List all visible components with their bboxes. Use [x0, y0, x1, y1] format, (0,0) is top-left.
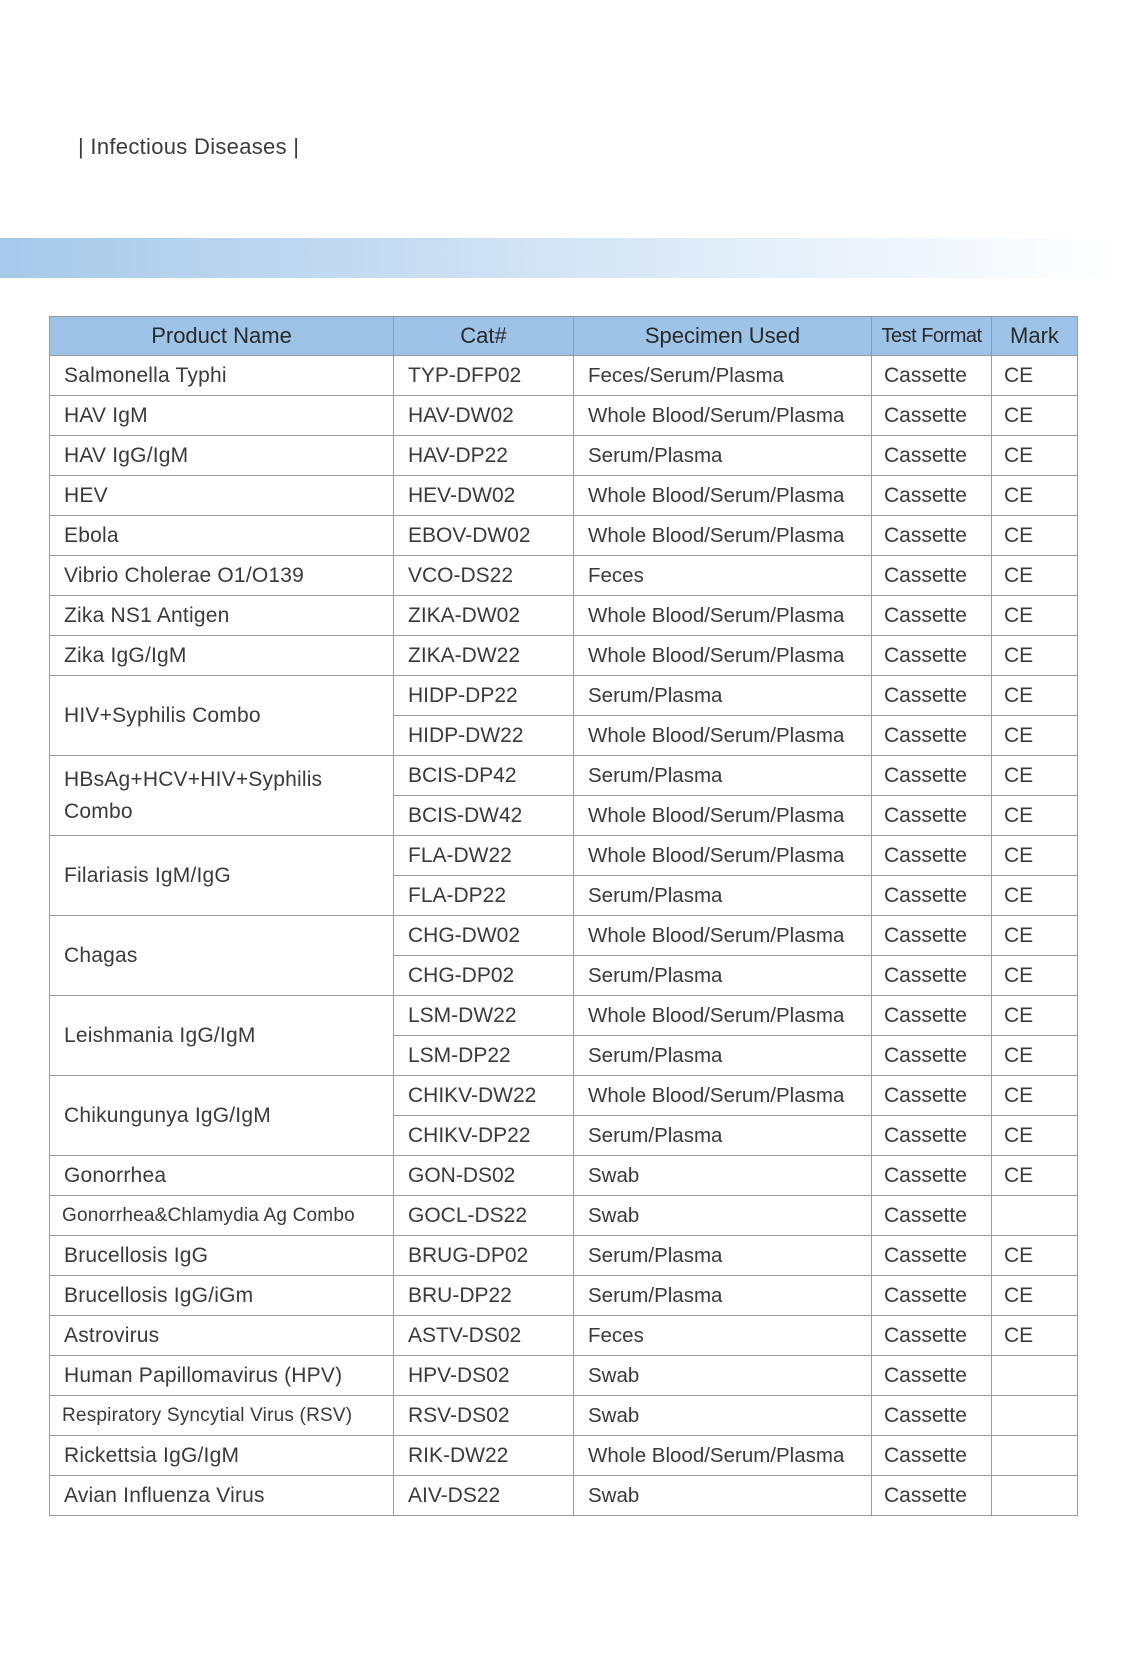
product-table: [49, 316, 1078, 1516]
product-name: Filariasis IgM/IgG: [50, 836, 394, 916]
specimen: Whole Blood/Serum/Plasma: [574, 916, 872, 956]
cat-number: CHG-DW02: [394, 916, 574, 956]
table-row: [50, 1276, 1078, 1316]
table-row: [50, 1396, 1078, 1436]
header-test-format: Test Format: [872, 317, 992, 356]
specimen: Whole Blood/Serum/Plasma: [574, 636, 872, 676]
cat-number: HAV-DW02: [394, 396, 574, 436]
table-row: [50, 836, 1078, 876]
cat-number: HPV-DS02: [394, 1356, 574, 1396]
specimen: Serum/Plasma: [574, 1116, 872, 1156]
product-name: HAV IgM: [50, 396, 394, 436]
cat-number: CHIKV-DW22: [394, 1076, 574, 1116]
mark: CE: [992, 1076, 1078, 1116]
product-name: Respiratory Syncytial Virus (RSV): [50, 1396, 394, 1436]
mark: CE: [992, 516, 1078, 556]
table-row: [50, 556, 1078, 596]
specimen: Whole Blood/Serum/Plasma: [574, 476, 872, 516]
specimen: Whole Blood/Serum/Plasma: [574, 996, 872, 1036]
cat-number: FLA-DP22: [394, 876, 574, 916]
specimen: Whole Blood/Serum/Plasma: [574, 596, 872, 636]
product-name: Brucellosis IgG: [50, 1236, 394, 1276]
table-row: [50, 636, 1078, 676]
cat-number: LSM-DP22: [394, 1036, 574, 1076]
test-format: Cassette: [872, 356, 992, 396]
specimen: Serum/Plasma: [574, 956, 872, 996]
mark: CE: [992, 396, 1078, 436]
test-format: Cassette: [872, 1356, 992, 1396]
header-mark: Mark: [992, 317, 1078, 356]
table-row: [50, 476, 1078, 516]
product-name: Ebola: [50, 516, 394, 556]
cat-number: LSM-DW22: [394, 996, 574, 1036]
mark: CE: [992, 356, 1078, 396]
test-format: Cassette: [872, 556, 992, 596]
specimen: Whole Blood/Serum/Plasma: [574, 516, 872, 556]
product-name: Brucellosis IgG/iGm: [50, 1276, 394, 1316]
cat-number: CHIKV-DP22: [394, 1116, 574, 1156]
test-format: Cassette: [872, 1156, 992, 1196]
table-row: [50, 396, 1078, 436]
mark: CE: [992, 1316, 1078, 1356]
table-row: [50, 1436, 1078, 1476]
test-format: Cassette: [872, 876, 992, 916]
mark: [992, 1436, 1078, 1476]
specimen: Swab: [574, 1356, 872, 1396]
mark: CE: [992, 996, 1078, 1036]
header-cat: Cat#: [394, 317, 574, 356]
header-product-name: Product Name: [50, 317, 394, 356]
table-row: [50, 1476, 1078, 1516]
table-row: [50, 1316, 1078, 1356]
mark: CE: [992, 636, 1078, 676]
table-row: [50, 596, 1078, 636]
cat-number: TYP-DFP02: [394, 356, 574, 396]
cat-number: AIV-DS22: [394, 1476, 574, 1516]
mark: CE: [992, 1236, 1078, 1276]
mark: CE: [992, 916, 1078, 956]
table-row: [50, 676, 1078, 716]
table-row: [50, 436, 1078, 476]
product-name: Astrovirus: [50, 1316, 394, 1356]
test-format: Cassette: [872, 1396, 992, 1436]
specimen: Serum/Plasma: [574, 1036, 872, 1076]
table-row: [50, 996, 1078, 1036]
table-row: [50, 356, 1078, 396]
table-row: [50, 1356, 1078, 1396]
test-format: Cassette: [872, 476, 992, 516]
specimen: Swab: [574, 1396, 872, 1436]
product-name: HEV: [50, 476, 394, 516]
specimen: Serum/Plasma: [574, 876, 872, 916]
specimen: Swab: [574, 1476, 872, 1516]
cat-number: HIDP-DP22: [394, 676, 574, 716]
mark: CE: [992, 716, 1078, 756]
table-row: [50, 516, 1078, 556]
product-name: Chagas: [50, 916, 394, 996]
test-format: Cassette: [872, 436, 992, 476]
test-format: Cassette: [872, 756, 992, 796]
test-format: Cassette: [872, 1036, 992, 1076]
product-name: HIV+Syphilis Combo: [50, 676, 394, 756]
specimen: Swab: [574, 1196, 872, 1236]
mark: CE: [992, 596, 1078, 636]
test-format: Cassette: [872, 1196, 992, 1236]
product-name: Chikungunya IgG/IgM: [50, 1076, 394, 1156]
product-name: Leishmania IgG/IgM: [50, 996, 394, 1076]
table-row: [50, 1236, 1078, 1276]
cat-number: VCO-DS22: [394, 556, 574, 596]
test-format: Cassette: [872, 716, 992, 756]
cat-number: GON-DS02: [394, 1156, 574, 1196]
table-row: [50, 916, 1078, 956]
test-format: Cassette: [872, 396, 992, 436]
specimen: Feces/Serum/Plasma: [574, 356, 872, 396]
cat-number: ZIKA-DW22: [394, 636, 574, 676]
test-format: Cassette: [872, 636, 992, 676]
section-title: | Infectious Diseases |: [78, 134, 300, 159]
product-name: Gonorrhea: [50, 1156, 394, 1196]
table-header-row: [50, 317, 1078, 356]
specimen: Serum/Plasma: [574, 436, 872, 476]
cat-number: HIDP-DW22: [394, 716, 574, 756]
product-name: HBsAg+HCV+HIV+Syphilis Combo: [50, 756, 394, 836]
specimen: Whole Blood/Serum/Plasma: [574, 796, 872, 836]
cat-number: BCIS-DP42: [394, 756, 574, 796]
specimen: Serum/Plasma: [574, 1236, 872, 1276]
cat-number: BCIS-DW42: [394, 796, 574, 836]
mark: CE: [992, 876, 1078, 916]
product-name: Avian Influenza Virus: [50, 1476, 394, 1516]
specimen: Feces: [574, 556, 872, 596]
product-name: Human Papillomavirus (HPV): [50, 1356, 394, 1396]
specimen: Swab: [574, 1156, 872, 1196]
specimen: Feces: [574, 1316, 872, 1356]
product-name: HAV IgG/IgM: [50, 436, 394, 476]
cat-number: RSV-DS02: [394, 1396, 574, 1436]
specimen: Whole Blood/Serum/Plasma: [574, 396, 872, 436]
cat-number: BRUG-DP02: [394, 1236, 574, 1276]
test-format: Cassette: [872, 1476, 992, 1516]
mark: [992, 1396, 1078, 1436]
cat-number: HEV-DW02: [394, 476, 574, 516]
test-format: Cassette: [872, 956, 992, 996]
test-format: Cassette: [872, 1276, 992, 1316]
specimen: Whole Blood/Serum/Plasma: [574, 836, 872, 876]
table-row: [50, 1076, 1078, 1116]
mark: CE: [992, 556, 1078, 596]
header-specimen: Specimen Used: [574, 317, 872, 356]
mark: [992, 1476, 1078, 1516]
test-format: Cassette: [872, 1436, 992, 1476]
product-name: Zika IgG/IgM: [50, 636, 394, 676]
specimen: Serum/Plasma: [574, 756, 872, 796]
test-format: Cassette: [872, 996, 992, 1036]
test-format: Cassette: [872, 796, 992, 836]
mark: CE: [992, 756, 1078, 796]
test-format: Cassette: [872, 916, 992, 956]
product-name: Gonorrhea&Chlamydia Ag Combo: [50, 1196, 394, 1236]
cat-number: GOCL-DS22: [394, 1196, 574, 1236]
test-format: Cassette: [872, 516, 992, 556]
mark: CE: [992, 676, 1078, 716]
table-row: [50, 1156, 1078, 1196]
mark: CE: [992, 836, 1078, 876]
cat-number: FLA-DW22: [394, 836, 574, 876]
test-format: Cassette: [872, 1116, 992, 1156]
mark: CE: [992, 1116, 1078, 1156]
mark: [992, 1196, 1078, 1236]
cat-number: RIK-DW22: [394, 1436, 574, 1476]
test-format: Cassette: [872, 836, 992, 876]
specimen: Whole Blood/Serum/Plasma: [574, 716, 872, 756]
product-name: Rickettsia IgG/IgM: [50, 1436, 394, 1476]
test-format: Cassette: [872, 1236, 992, 1276]
specimen: Whole Blood/Serum/Plasma: [574, 1076, 872, 1116]
mark: CE: [992, 796, 1078, 836]
cat-number: HAV-DP22: [394, 436, 574, 476]
mark: CE: [992, 1276, 1078, 1316]
cat-number: ASTV-DS02: [394, 1316, 574, 1356]
mark: CE: [992, 1156, 1078, 1196]
cat-number: BRU-DP22: [394, 1276, 574, 1316]
mark: CE: [992, 956, 1078, 996]
product-name: Zika NS1 Antigen: [50, 596, 394, 636]
specimen: Whole Blood/Serum/Plasma: [574, 1436, 872, 1476]
specimen: Serum/Plasma: [574, 1276, 872, 1316]
cat-number: EBOV-DW02: [394, 516, 574, 556]
mark: CE: [992, 1036, 1078, 1076]
mark: [992, 1356, 1078, 1396]
test-format: Cassette: [872, 676, 992, 716]
mark: CE: [992, 476, 1078, 516]
cat-number: CHG-DP02: [394, 956, 574, 996]
cat-number: ZIKA-DW02: [394, 596, 574, 636]
test-format: Cassette: [872, 596, 992, 636]
header-band: [0, 238, 1122, 278]
product-name: Salmonella Typhi: [50, 356, 394, 396]
specimen: Serum/Plasma: [574, 676, 872, 716]
mark: CE: [992, 436, 1078, 476]
test-format: Cassette: [872, 1076, 992, 1116]
table-row: [50, 756, 1078, 796]
test-format: Cassette: [872, 1316, 992, 1356]
product-name: Vibrio Cholerae O1/O139: [50, 556, 394, 596]
table-row: [50, 1196, 1078, 1236]
